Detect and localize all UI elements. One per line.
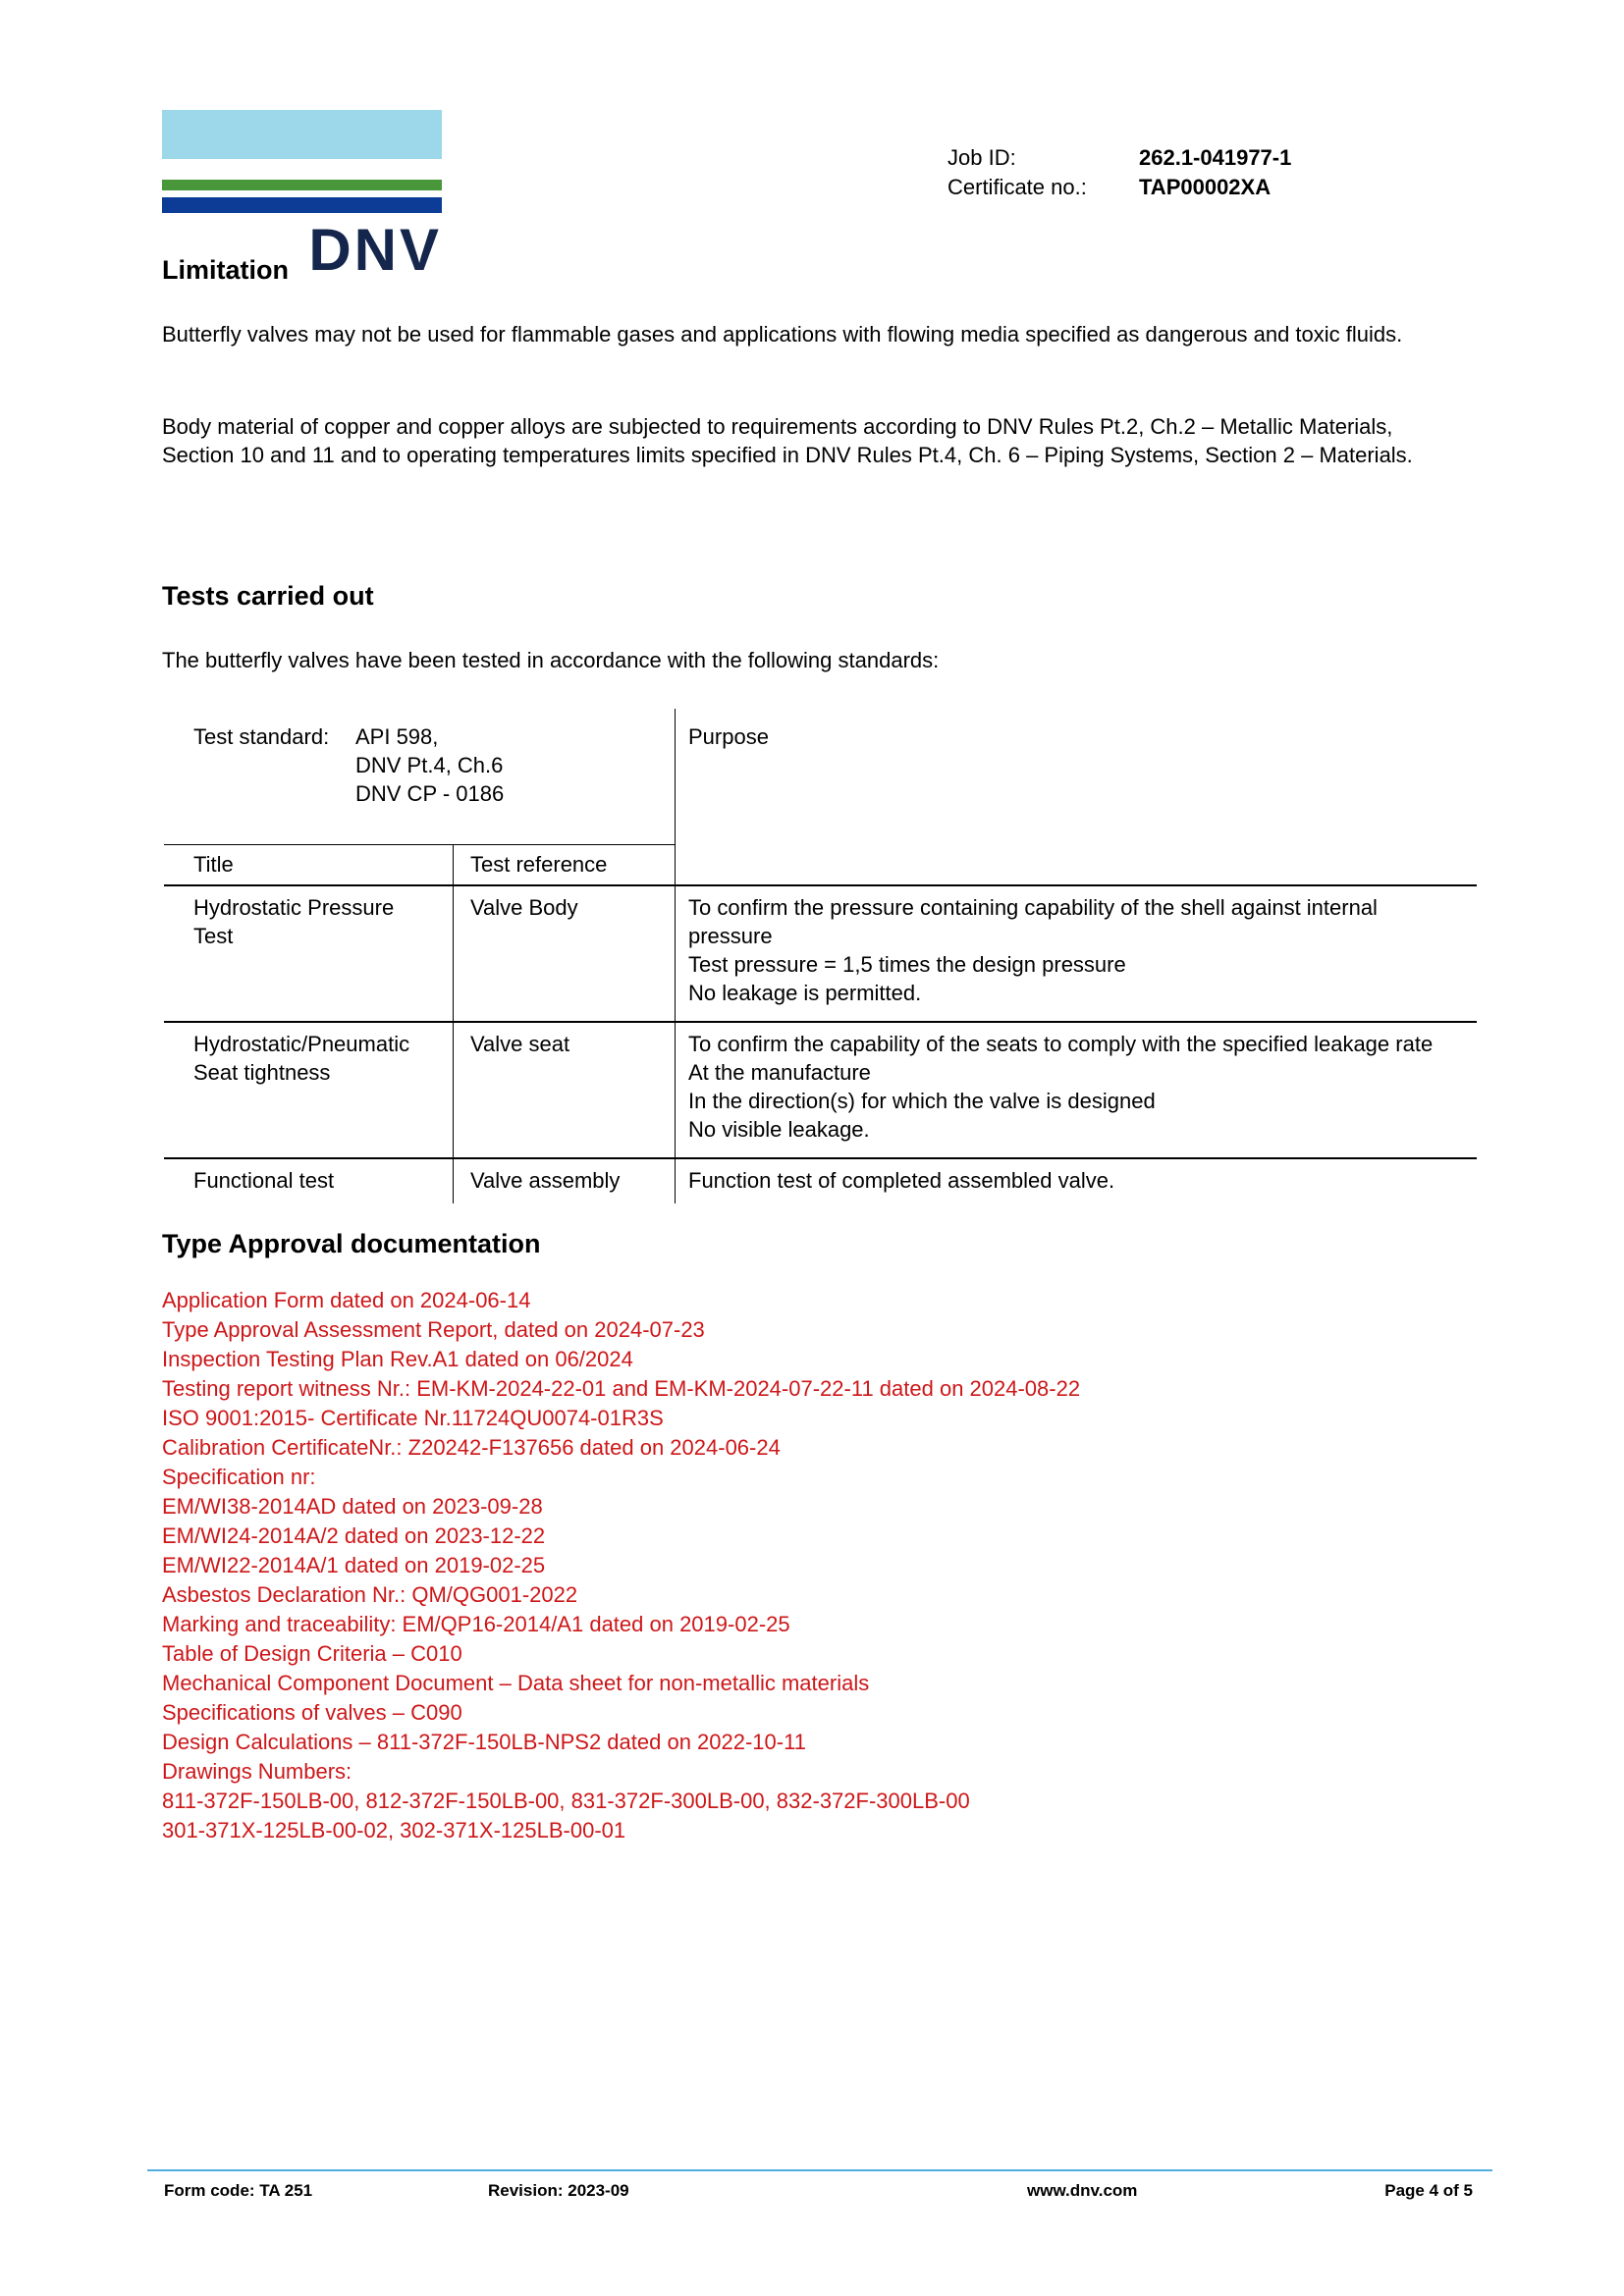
limitation-paragraph-1: Butterfly valves may not be used for flammable gases and applications with flowing media specified as dangerous and toxic fluids.: [162, 322, 1403, 347]
doc-list-item: Mechanical Component Document – Data sheet for non-metallic materials: [162, 1671, 870, 1695]
row-title: Hydrostatic Pressure Test: [193, 895, 395, 948]
test-standard-cell: [164, 709, 675, 845]
job-id-row: [947, 143, 1291, 173]
doc-list-item: Testing report witness Nr.: EM-KM-2024-22-01 and EM-KM-2024-07-22-11 dated on 2024-08-22: [162, 1376, 1081, 1401]
purpose-line: In the direction(s) for which the valve is designed: [688, 1089, 1156, 1113]
footer-website: www.dnv.com: [1027, 2181, 1138, 2200]
title-header-cell: Title: [193, 852, 234, 877]
row-title: Hydrostatic/Pneumatic Seat tightness: [193, 1032, 410, 1085]
row-reference: Valve assembly: [453, 1159, 675, 1203]
row-reference: Valve Body: [453, 886, 675, 1021]
doc-list-item: Table of Design Criteria – C010: [162, 1641, 462, 1666]
purpose-line: Test pressure = 1,5 times the design pressure: [688, 952, 1126, 977]
tests-table-header-row: [164, 845, 1477, 886]
logo-lightblue-bar: [162, 110, 442, 159]
test-standard-line: API 598,: [355, 724, 439, 749]
limitation-paragraph-2: Body material of copper and copper alloys are subjected to requirements according to DNV Rules Pt.2, Ch.2 – Metallic Materials, Section 10 and 11 and to operating temperatures limits specified in DNV Rules Pt.4, Ch. 6 – Piping Systems, Section 2 – Materials.: [162, 414, 1413, 467]
footer-revision: Revision: 2023-09: [488, 2181, 629, 2200]
purpose-line: Function test of completed assembled valve.: [688, 1168, 1115, 1193]
certificate-no-value: TAP00002XA: [1139, 175, 1272, 199]
doc-list-item: EM/WI22-2014A/1 dated on 2019-02-25: [162, 1553, 546, 1577]
doc-list-item: 811-372F-150LB-00, 812-372F-150LB-00, 831-372F-300LB-00, 832-372F-300LB-00: [162, 1789, 970, 1813]
row-purpose: [675, 886, 1477, 1021]
certificate-no-label: Certificate no.:: [947, 175, 1087, 199]
tests-table: [164, 709, 1477, 1203]
doc-list-item: EM/WI24-2014A/2 dated on 2023-12-22: [162, 1523, 546, 1548]
doc-list-item: Design Calculations – 811-372F-150LB-NPS2 dated on 2022-10-11: [162, 1730, 806, 1754]
job-info-block: [947, 143, 1291, 202]
job-id-label: Job ID:: [947, 145, 1016, 170]
row-title: Functional test: [193, 1168, 335, 1193]
table-row: [164, 1159, 1477, 1203]
doc-list-item: Drawings Numbers:: [162, 1759, 352, 1784]
doc-list-item: Application Form dated on 2024-06-14: [162, 1288, 531, 1312]
purpose-line: No visible leakage.: [688, 1117, 870, 1142]
job-id-value: 262.1-041977-1: [1139, 145, 1292, 170]
doc-list-item: 301-371X-125LB-00-02, 302-371X-125LB-00-01: [162, 1818, 626, 1842]
test-reference-header-cell: Test reference: [453, 845, 675, 884]
footer-form-code: Form code: TA 251: [164, 2181, 313, 2200]
tests-intro: The butterfly valves have been tested in accordance with the following standards:: [162, 648, 940, 672]
row-purpose: [675, 1159, 1477, 1203]
doc-list-item: Specifications of valves – C090: [162, 1700, 462, 1725]
footer-divider-line: [147, 2169, 1492, 2171]
logo-green-bar: [162, 180, 442, 190]
doc-list-item: Marking and traceability: EM/QP16-2014/A1 dated on 2019-02-25: [162, 1612, 790, 1636]
purpose-line: To confirm the pressure containing capability of the shell against internal pressure: [688, 895, 1378, 948]
tests-heading: Tests carried out: [162, 581, 374, 611]
purpose-line: To confirm the capability of the seats to comply with the specified leakage rate: [688, 1032, 1434, 1056]
type-approval-doc-list: [162, 1286, 1483, 1845]
doc-list-item: Asbestos Declaration Nr.: QM/QG001-2022: [162, 1582, 578, 1607]
doc-list-item: Inspection Testing Plan Rev.A1 dated on 06/2024: [162, 1347, 633, 1371]
purpose-line: At the manufacture: [688, 1060, 871, 1085]
purpose-line: No leakage is permitted.: [688, 981, 922, 1005]
row-purpose: [675, 1023, 1477, 1157]
purpose-header-cell: Purpose: [675, 709, 1477, 845]
doc-list-item: Calibration CertificateNr.: Z20242-F137656 dated on 2024-06-24: [162, 1435, 781, 1460]
certificate-no-row: [947, 173, 1291, 202]
doc-list-item: ISO 9001:2015- Certificate Nr.11724QU0074-01R3S: [162, 1406, 664, 1430]
blank-header-cell: [675, 845, 1477, 884]
table-row: [164, 1023, 1477, 1159]
type-approval-heading: Type Approval documentation: [162, 1229, 541, 1258]
tests-table-standard-row: [164, 709, 1477, 845]
test-standard-line: DNV Pt.4, Ch.6: [355, 753, 504, 777]
test-standard-label: Test standard:: [193, 724, 330, 749]
table-row: [164, 886, 1477, 1023]
doc-list-item: Specification nr:: [162, 1465, 316, 1489]
row-reference: Valve seat: [453, 1023, 675, 1157]
logo-wordmark: DNV: [308, 217, 442, 283]
doc-list-item: Type Approval Assessment Report, dated on 2024-07-23: [162, 1317, 705, 1342]
footer-page-number: Page 4 of 5: [1384, 2181, 1473, 2200]
limitation-heading: Limitation: [162, 255, 289, 285]
logo-darkblue-bar: [162, 197, 442, 213]
doc-list-item: EM/WI38-2014AD dated on 2023-09-28: [162, 1494, 543, 1519]
test-standard-line: DNV CP - 0186: [355, 781, 505, 806]
test-standard-list: [355, 722, 504, 808]
